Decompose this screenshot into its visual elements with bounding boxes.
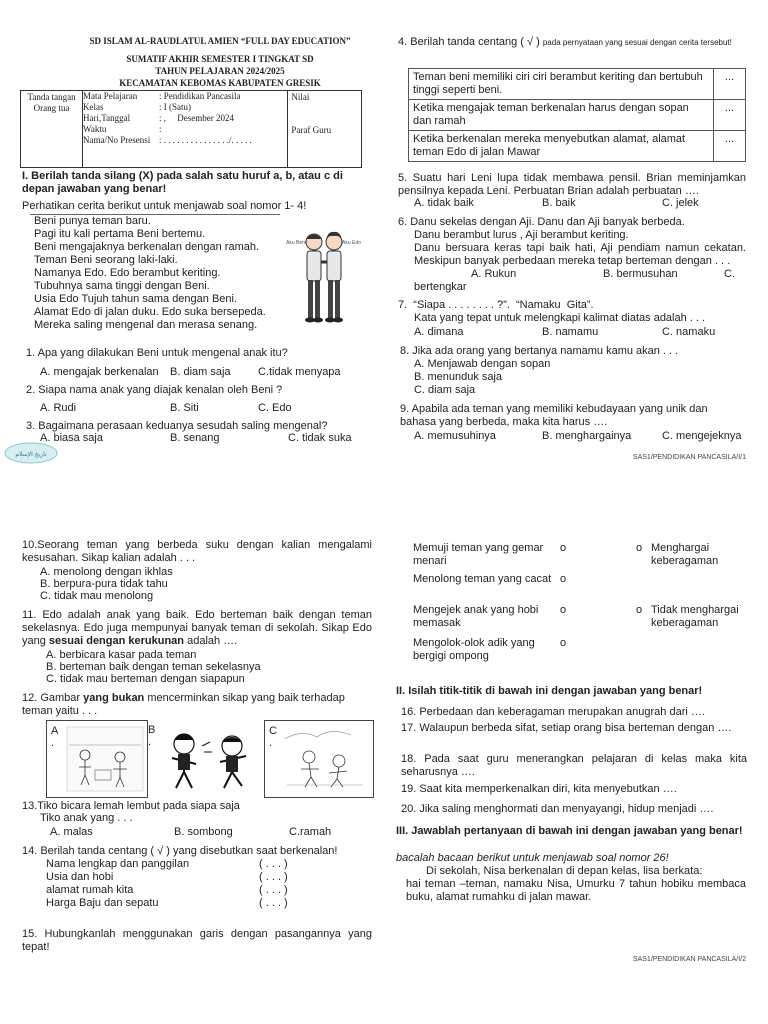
match-dot-left-2[interactable]: o xyxy=(560,573,567,585)
q10-option-c[interactable]: C. tidak mau menolong xyxy=(40,590,154,602)
q4-text-small: pada pernyataan yang sesuai dengan cerita tersebut! xyxy=(542,38,732,47)
q8-option-b[interactable]: B. menunduk saja xyxy=(414,371,503,383)
reading-line-1: Di sekolah, Nisa berkenalan di depan kelas, lisa berkata: xyxy=(426,865,703,877)
question-6 xyxy=(398,216,746,268)
question-2: 2. Siapa nama anak yang diajak kenalan oleh Beni ? xyxy=(26,384,283,396)
story-line: Namanya Edo. Edo berambut keriting. xyxy=(34,267,221,279)
q14-mark-1[interactable]: ( . . . ) xyxy=(259,858,288,870)
match-left-2: Menolong teman yang cacat xyxy=(413,573,552,585)
exam-title: SUMATIF AKHIR SEMESTER I TINGKAT SD xyxy=(126,54,314,64)
label-score: Nilai xyxy=(291,92,310,102)
value-name: : . . . . . . . . . . . . . . ./. . . . . xyxy=(159,135,252,145)
school-logo xyxy=(2,440,60,466)
label-name: Nama/No Presensi xyxy=(83,135,151,145)
match-dot-left-1[interactable]: o xyxy=(560,542,567,554)
story-line: Pagi itu kali pertama Beni bertemu. xyxy=(34,228,206,240)
match-left-1: Memuji teman yang gemar menari xyxy=(413,542,544,567)
q14-mark-3[interactable]: ( . . . ) xyxy=(259,884,288,896)
page-2-footer: SAS1/PENDIDIKAN PANCASILA/I/2 xyxy=(632,956,746,963)
q4-mark-1[interactable]: ... xyxy=(714,69,746,100)
question-13-line-2: Tiko anak yang . . . xyxy=(40,812,133,824)
q9-option-c[interactable]: C. mengejeknya xyxy=(662,430,742,442)
q12-text-post: mencerminkan sikap yang baik terhadap teman yaitu . . . xyxy=(22,692,345,717)
illus-label-edo: Aku Edo xyxy=(342,240,361,246)
story-intro: Perhatikan cerita berikut untuk menjawab soal nomor 1- 4! xyxy=(22,200,307,212)
q4-mark-3[interactable]: ... xyxy=(714,131,746,162)
label-date: Hari,Tanggal xyxy=(83,113,131,123)
q12-dot-c: . xyxy=(269,737,273,749)
q9-option-a[interactable]: A. memusuhinya xyxy=(414,430,496,442)
question-19: 19. Saat kita memperkenalkan diri, kita menyebutkan …. xyxy=(401,783,677,795)
match-dot-right-1[interactable]: o xyxy=(636,542,643,554)
reading-line-2: hai teman –teman, namaku Nisa, Umurku 7 tahun hobiku membaca buku, alamat rumahku di jalan mawar. xyxy=(406,878,746,903)
question-16: 16. Perbedaan dan keberagaman merupakan anugrah dari …. xyxy=(401,706,705,718)
q7-option-c[interactable]: C. namaku xyxy=(662,326,716,338)
svg-text:تاريخ الإسلام: تاريخ الإسلام xyxy=(15,451,47,458)
q5-option-a[interactable]: A. tidak baik xyxy=(414,197,474,209)
story-line: Tubuhnya sama tinggi dengan Beni. xyxy=(34,280,210,292)
q9-option-b[interactable]: B. menghargainya xyxy=(542,430,632,442)
q4-mark-2[interactable]: ... xyxy=(714,100,746,131)
q7-option-a[interactable]: A. dimana xyxy=(414,326,464,338)
question-15: 15. Hubungkanlah menggunakan garis dengan pasangannya yang tepat! xyxy=(22,928,372,953)
question-9: 9. Apabila ada teman yang memiliki kebudayaan yang unik dan bahasa yang berbeda, maka kita harus …. xyxy=(400,403,708,428)
q12-picture-b[interactable] xyxy=(146,720,264,796)
value-date: : , Desember 2024 xyxy=(159,113,235,123)
label-subject: Mata Pelajaran xyxy=(83,91,138,101)
q12-dot-a: . xyxy=(51,737,55,749)
q6-line-1: 6. Danu sekelas dengan Aji. Danu dan Aji banyak berbeda. xyxy=(398,216,685,228)
q8-option-a[interactable]: A. Menjawab dengan sopan xyxy=(414,358,551,370)
q11-option-b[interactable]: B. berteman baik dengan teman sekelasnya xyxy=(46,661,261,673)
q12-text-pre: 12. Gambar xyxy=(22,692,81,704)
school-year: TAHUN PELAJARAN 2024/2025 xyxy=(155,66,285,76)
q6-line-3: Danu bersuara keras tapi baik hati, Aji pendiam namun cekatan. Meskipun banyak perbedaan mereka tetap berteman dengan . . . xyxy=(414,242,746,267)
q3-option-b[interactable]: B. senang xyxy=(170,432,220,444)
q3-option-c[interactable]: C. tidak suka xyxy=(288,432,352,444)
label-teacher-sign: Paraf Guru xyxy=(291,125,332,135)
q14-item-1: Nama lengkap dan panggilan xyxy=(46,858,190,870)
q14-item-4: Harga Baju dan sepatu xyxy=(46,897,159,909)
q2-option-c[interactable]: C. Edo xyxy=(258,402,292,414)
section-1-title: I. Berilah tanda silang (X) pada salah satu huruf a, b, atau c di depan jawaban yang benar! xyxy=(22,170,343,195)
q4-statement-3: Ketika berkenalan mereka menyebutkan alamat, alamat teman Edo di jalan Mawar xyxy=(409,131,714,162)
question-7 xyxy=(398,299,746,325)
q6-line-2: Danu berambut lurus , Aji berambut keriting. xyxy=(414,229,629,241)
reading-intro: bacalah bacaan berikut untuk menjawab soal nomor 26! xyxy=(396,852,669,864)
question-11 xyxy=(22,609,372,648)
q6-option-a[interactable]: A. Rukun xyxy=(471,268,517,280)
story-line: Mereka saling mengenal dan merasa senang. xyxy=(34,319,258,331)
question-14: 14. Berilah tanda centang ( √ ) yang disebutkan saat berkenalan! xyxy=(22,845,338,857)
q14-item-3: alamat rumah kita xyxy=(46,884,134,896)
story-line: Usia Edo Tujuh tahun sama dengan Beni. xyxy=(34,293,238,305)
q7-line-2: Kata yang tepat untuk melengkapi kalimat diatas adalah . . . xyxy=(414,312,706,324)
q6-option-c[interactable]: C. xyxy=(724,268,735,280)
value-class: : I (Satu) xyxy=(159,102,192,112)
value-subject: : Pendidikan Pancasila xyxy=(159,91,241,101)
q6-option-c-text: bertengkar xyxy=(414,281,467,293)
q13-option-b[interactable]: B. sombong xyxy=(174,826,233,838)
question-5: 5. Suatu hari Leni lupa tidak membawa pensil. Brian meminjamkan pensilnya kepada Leni. Perbuatan Brian adalah perbuatan …. xyxy=(398,172,746,197)
q12-picture-a[interactable] xyxy=(46,720,148,798)
q4-statement-2: Ketika mengajak teman berkenalan harus dengan sopan dan ramah xyxy=(409,100,714,131)
q11-text-bold: sesuai dengan kerukunan xyxy=(48,635,185,647)
question-8: 8. Jika ada orang yang bertanya namamu kamu akan . . . xyxy=(400,345,679,357)
label-time: Waktu xyxy=(83,124,107,134)
q8-option-c[interactable]: C. diam saja xyxy=(414,384,476,396)
story-box xyxy=(30,214,280,339)
q3-option-a[interactable]: A. biasa saja xyxy=(40,432,103,444)
q11-text-1: 11. Edo adalah anak yang baik. Edo berteman baik dengan teman sekelasnya. Edo juga mempunyai banyak teman di sekolah. Sikap Edo yang xyxy=(22,609,372,647)
story-line: Alamat Edo di jalan duku. Edo suka bersepeda. xyxy=(34,306,266,318)
q14-item-2: Usia dan hobi xyxy=(46,871,114,883)
q11-option-a[interactable]: A. berbicara kasar pada teman xyxy=(46,649,197,661)
page-2 xyxy=(0,512,768,1024)
question-13-line-1: 13.Tiko bicara lemah lembut pada siapa saja xyxy=(22,800,240,812)
q12-label-a: A xyxy=(51,725,59,737)
q2-option-b[interactable]: B. Siti xyxy=(170,402,199,414)
q13-option-c[interactable]: C.ramah xyxy=(289,826,332,838)
header-table xyxy=(20,90,362,168)
q12-picture-c[interactable] xyxy=(264,720,374,798)
match-dot-left-3[interactable]: o xyxy=(560,604,567,616)
q10-option-b[interactable]: B. berpura-pura tidak tahu xyxy=(40,578,168,590)
school-name: SD ISLAM AL-RAUDLATUL AMIEN “FULL DAY EDUCATION” xyxy=(89,36,351,46)
q10-option-a[interactable]: A. menolong dengan ikhlas xyxy=(40,566,173,578)
page-1-footer: SAS1/PENDIDIKAN PANCASILA/I/1 xyxy=(632,454,746,461)
q1-option-c[interactable]: C.tidak menyapa xyxy=(258,366,341,378)
q1-option-b[interactable]: B. diam saja xyxy=(170,366,231,378)
district: KECAMATAN KEBOMAS KABUPATEN GRESIK xyxy=(119,78,321,88)
question-10: 10.Seorang teman yang berbeda suku dengan kalian mengalami kesusahan. Sikap kalian adalah . . . xyxy=(22,539,372,564)
parent-signature-cell: Tanda tangan Orang tua xyxy=(21,91,83,168)
question-3: 3. Bagaimana perasaan keduanya sesudah saling mengenal? xyxy=(26,420,328,432)
q4-text: 4. Berilah tanda centang ( √ ) xyxy=(398,36,540,48)
question-17: 17. Walaupun berbeda sifat, setiap orang bisa berteman dengan …. xyxy=(401,722,732,734)
section-3-title: III. Jawablah pertanyaan di bawah ini dengan jawaban yang benar! xyxy=(396,825,743,837)
q7-line-1: 7. “Siapa . . . . . . . . ?”. “Namaku Gita”. xyxy=(398,299,594,311)
match-left-3: Mengejek anak yang hobi memasak xyxy=(413,604,539,629)
section-2-title: II. Isilah titik-titik di bawah ini dengan jawaban yang benar! xyxy=(396,685,703,697)
q4-statement-1: Teman beni memiliki ciri ciri berambut keriting dan bertubuh tinggi seperti beni. xyxy=(409,69,714,100)
match-dot-right-2[interactable]: o xyxy=(636,604,643,616)
story-line: Teman Beni seorang laki-laki. xyxy=(34,254,178,266)
story-line: Beni punya teman baru. xyxy=(34,215,151,227)
q6-option-b[interactable]: B. bermusuhan xyxy=(603,268,678,280)
q11-option-c[interactable]: C. tidak mau berteman dengan siapapun xyxy=(46,673,245,685)
q14-mark-2[interactable]: ( . . . ) xyxy=(259,871,288,883)
q12-dot-b: . xyxy=(148,736,152,748)
two-boys-illustration xyxy=(282,222,364,332)
question-1: 1. Apa yang dilakukan Beni untuk mengenal anak itu? xyxy=(26,347,288,359)
question-4 xyxy=(398,36,748,49)
q4-table xyxy=(408,68,746,162)
match-dot-left-4[interactable]: o xyxy=(560,637,567,649)
question-18: 18. Pada saat guru menerangkan pelajaran di kelas maka kita seharusnya …. xyxy=(401,753,747,778)
value-time: : xyxy=(159,124,162,134)
question-12 xyxy=(22,692,372,718)
q2-option-a[interactable]: A. Rudi xyxy=(40,402,77,414)
question-20: 20. Jika saling menghormati dan menyayangi, hidup menjadi …. xyxy=(401,803,714,815)
story-line: Beni mengajaknya berkenalan dengan ramah. xyxy=(34,241,260,253)
match-right-2: Tidak menghargai keberagaman xyxy=(651,604,739,629)
q12-label-c: C xyxy=(269,725,277,737)
q14-mark-4[interactable]: ( . . . ) xyxy=(259,897,288,909)
match-left-4: Mengolok-olok adik yang bergigi ompong xyxy=(413,637,535,662)
q5-option-b[interactable]: B. baik xyxy=(542,197,576,209)
q12-label-b: B xyxy=(148,724,156,736)
q13-option-a[interactable]: A. malas xyxy=(50,826,93,838)
q1-option-a[interactable]: A. mengajak berkenalan xyxy=(40,366,159,378)
illus-label-beni: Aku Beni xyxy=(286,240,307,246)
q11-text-2: adalah …. xyxy=(187,635,238,647)
label-class: Kelas xyxy=(83,102,104,112)
q7-option-b[interactable]: B. namamu xyxy=(542,326,599,338)
match-right-1: Menghargai keberagaman xyxy=(651,542,719,567)
q12-text-bold: yang bukan xyxy=(83,692,145,704)
q5-option-c[interactable]: C. jelek xyxy=(662,197,699,209)
